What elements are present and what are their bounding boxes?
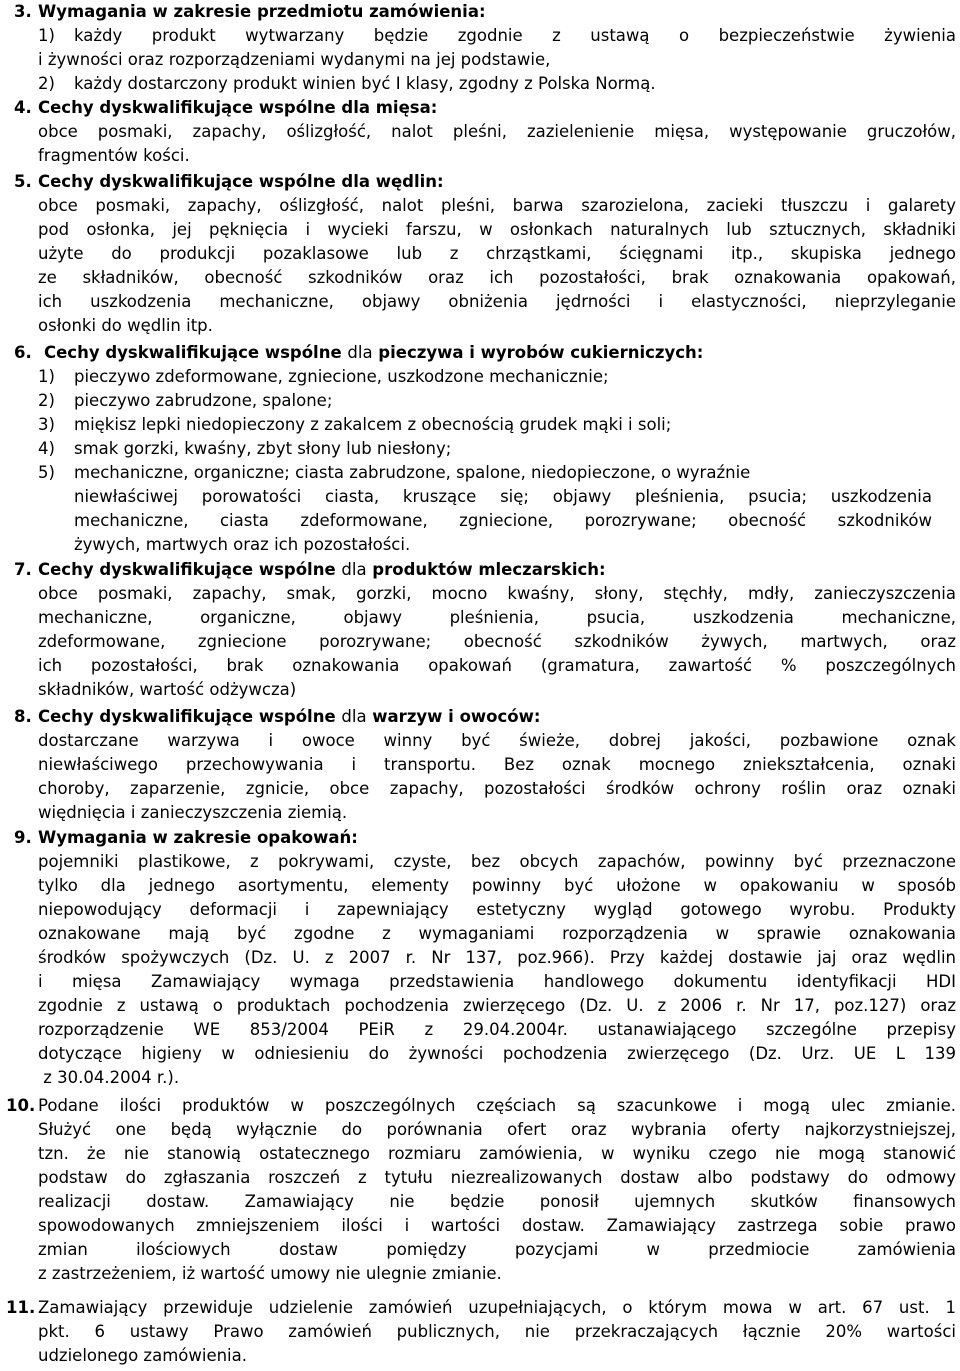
heading-part: dla <box>341 560 367 579</box>
item-marker: 4) <box>38 439 55 458</box>
section-line: ze składników, obecność szkodników oraz ich pozostałości, brak oznakowania opakowań, <box>38 268 956 287</box>
section-line: podstaw do zgłaszania roszczeń z tytułu niezrealizowanych dostaw albo podstawy do odmowy <box>38 1168 956 1187</box>
item-line: pieczywo zabrudzone, spalone; <box>74 391 333 410</box>
section-line: oznakowane mają być zgodne z wymaganiami rozporządzenia w sprawie oznakowania <box>38 924 956 943</box>
section-heading <box>44 341 703 365</box>
item-line: i żywności oraz rozporządzeniami wydanymi na jej podstawie, <box>38 50 551 69</box>
section-line: dostarczane warzywa i owoce winny być świeże, dobrej jakości, pozbawione oznak <box>38 731 956 750</box>
item-marker: 2) <box>38 74 55 93</box>
section-line: Zamawiający przewiduje udzielenie zamówień uzupełniających, o którym mowa w art. 67 ust. 1 <box>38 1298 956 1317</box>
section-number: 3. <box>14 2 32 21</box>
section-heading <box>38 705 540 729</box>
section-heading: Cechy dyskwalifikujące wspólne dla mięsa: <box>38 98 438 117</box>
section-line: więdnięcia i zanieczyszczenia ziemią. <box>38 803 348 822</box>
section-line: pod osłonka, jej pęknięcia i wycieki farszu, w osłonkach naturalnych lub sztucznych, składniki <box>38 220 956 239</box>
heading-part: warzyw i owoców: <box>366 707 541 726</box>
item-line: każdy dostarczony produkt winien być I klasy, zgodny z Polska Normą. <box>74 74 656 93</box>
item-line: każdy produkt wytwarzany będzie zgodnie z ustawą o bezpieczeństwie żywienia <box>74 26 956 45</box>
section-line: realizacji dostaw. Zamawiający nie będzie ponosił ujemnych skutków finansowych <box>38 1192 956 1211</box>
item-marker: 1) <box>38 367 55 386</box>
heading-part: dla <box>341 707 367 726</box>
section-heading: Wymagania w zakresie opakowań: <box>38 828 358 847</box>
section-line: pojemniki plastikowe, z pokrywami, czyste, bez obcych zapachów, powinny być przeznaczone <box>38 852 956 871</box>
section-line: pkt. 6 ustawy Prawo zamówień publicznych, nie przekraczających łącznie 20% wartości <box>38 1322 956 1341</box>
section-line: mechaniczne, organiczne, objawy pleśnienia, psucia, uszkodzenia mechaniczne, <box>38 608 956 627</box>
section-number: 9. <box>14 828 32 847</box>
item-marker: 1) <box>38 26 55 45</box>
section-line: z zastrzeżeniem, iż wartość umowy nie ulegnie zmianie. <box>38 1264 502 1283</box>
heading-part: pieczywa i wyrobów cukierniczych: <box>372 343 704 362</box>
item-line: miękisz lepki niedopieczony z zakalcem z obecnością grudek mąki i soli; <box>74 415 672 434</box>
section-line: i mięsa Zamawiający wymaga przedstawienia handlowego dokumentu identyfikacji HDI <box>38 972 956 991</box>
section-line: osłonki do wędlin itp. <box>38 316 213 335</box>
section-line: tylko dla jednego asortymentu, elementy powinny być ułożone w opakowaniu w sposób <box>38 876 956 895</box>
section-line: dotyczące higieny w odniesieniu do żywności pochodzenia zwierzęcego (Dz. Urz. UE L 139 <box>38 1044 956 1063</box>
section-line: obce posmaki, zapachy, smak, gorzki, mocno kwaśny, słony, stęchły, mdły, zanieczyszczenia <box>38 584 956 603</box>
section-line: rozporządzenie WE 853/2004 PEiR z 29.04.2004r. ustanawiającego szczególne przepisy <box>38 1020 956 1039</box>
section-heading: Cechy dyskwalifikujące wspólne dla wędlin: <box>38 172 444 191</box>
item-line: żywych, martwych oraz ich pozostałości. <box>74 535 411 554</box>
section-line: choroby, zaparzenie, zgnicie, obce zapachy, pozostałości środków ochrony roślin oraz oznaki <box>38 779 956 798</box>
heading-part: dla <box>347 343 373 362</box>
heading-part: Cechy dyskwalifikujące wspólne <box>38 560 342 579</box>
section-number: 7. <box>14 560 32 579</box>
section-number: 6. <box>14 343 32 362</box>
section-number: 10. <box>6 1096 36 1115</box>
section-line: fragmentów kości. <box>38 146 190 165</box>
item-line: mechaniczne, organiczne; ciasta zabrudzone, spalone, niedopieczone, o wyraźnie <box>74 463 751 482</box>
section-line: zmian ilościowych dostaw pomiędzy pozycjami w przedmiocie zamówienia <box>38 1240 956 1259</box>
section-number: 8. <box>14 707 32 726</box>
section-heading: Wymagania w zakresie przedmiotu zamówienia: <box>38 2 486 21</box>
section-line: Służyć one będą wyłącznie do porównania ofert oraz wybrania oferty najkorzystniejszej, <box>38 1120 956 1139</box>
item-line: smak gorzki, kwaśny, zbyt słony lub niesłony; <box>74 439 452 458</box>
section-line: zdeformowane, zgniecione porozrywane; obecność szkodników żywych, martwych, oraz <box>38 632 956 651</box>
section-line: ich uszkodzenia mechaniczne, objawy obniżenia jędrności i elastyczności, nieprzyleganie <box>38 292 956 311</box>
section-line: niepowodujący deformacji i zapewniający estetyczny wygląd gotowego wyrobu. Produkty <box>38 900 956 919</box>
section-line: składników, wartość odżywcza) <box>38 680 297 699</box>
section-line: obce posmaki, zapachy, oślizgłość, nalot pleśni, barwa szarozielona, zacieki tłuszczu i galarety <box>38 196 956 215</box>
section-line: środków spożywczych (Dz. U. z 2007 r. Nr 137, poz.966). Przy każdej dostawie jaj oraz wędlin <box>38 948 956 967</box>
item-line: pieczywo zdeformowane, zgniecione, uszkodzone mechanicznie; <box>74 367 609 386</box>
heading-part: Cechy dyskwalifikujące wspólne <box>38 707 342 726</box>
section-line: niewłaściwego przechowywania i transportu. Bez oznak mocnego zniekształcenia, oznaki <box>38 755 956 774</box>
item-line: mechaniczne, ciasta zdeformowane, zgniecione, porozrywane; obecność szkodników <box>74 511 932 530</box>
heading-part: produktów mleczarskich: <box>366 560 606 579</box>
section-heading <box>38 558 606 582</box>
section-line: zgodnie z ustawą o produktach pochodzenia zwierzęcego (Dz. U. z 2006 r. Nr 17, poz.127) oraz <box>38 996 956 1015</box>
section-line: obce posmaki, zapachy, oślizgłość, nalot pleśni, zazielenienie mięsa, występowanie gruczołów, <box>38 122 956 141</box>
section-line: spowodowanych zmniejszeniem ilości i wartości dostaw. Zamawiający zastrzega sobie prawo <box>38 1216 956 1235</box>
section-number: 5. <box>14 172 32 191</box>
section-line: udzielonego zamówienia. <box>38 1346 247 1365</box>
item-marker: 2) <box>38 391 55 410</box>
section-number: 11. <box>6 1298 36 1317</box>
section-line: Podane ilości produktów w poszczególnych częściach są szacunkowe i mogą ulec zmianie. <box>38 1096 956 1115</box>
section-line: użyte do produkcji pozaklasowe lub z chrząstkami, ścięgnami itp., skupiska jednego <box>38 244 956 263</box>
item-marker: 3) <box>38 415 55 434</box>
item-line: niewłaściwej porowatości ciasta, kruszące się; objawy pleśnienia, psucia; uszkodzenia <box>74 487 932 506</box>
heading-part: Cechy dyskwalifikujące wspólne <box>44 343 348 362</box>
section-line: ich pozostałości, brak oznakowania opakowań (gramatura, zawartość % poszczególnych <box>38 656 956 675</box>
section-line: tzn. że nie stanowią ostatecznego rozmiaru zamówienia, w wyniku czego nie mogą stanowić <box>38 1144 956 1163</box>
section-line: z 30.04.2004 r.). <box>38 1068 180 1087</box>
section-number: 4. <box>14 98 32 117</box>
item-marker: 5) <box>38 463 55 482</box>
